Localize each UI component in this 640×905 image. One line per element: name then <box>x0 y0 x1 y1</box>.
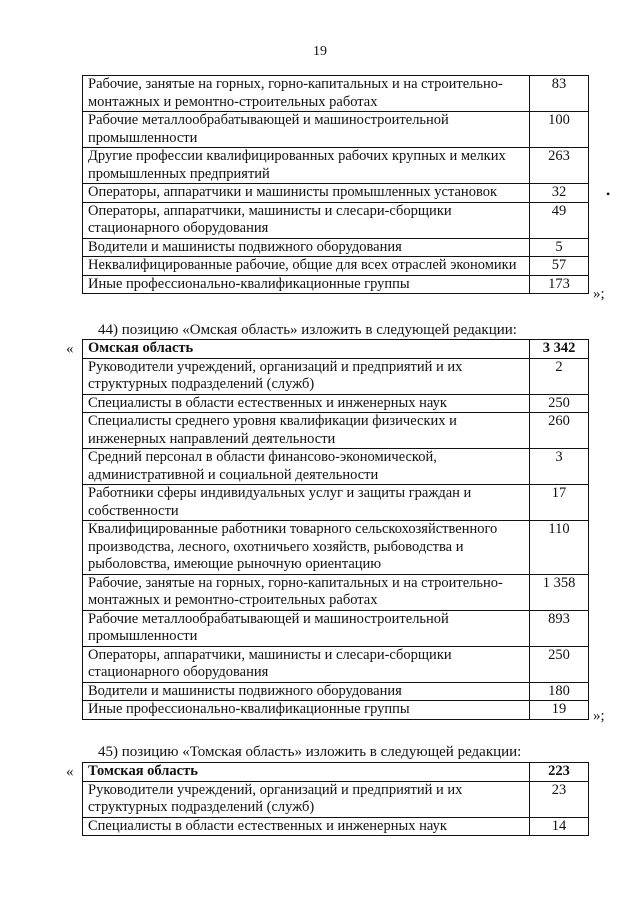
row-value: 893 <box>530 610 589 646</box>
row-label: Рабочие, занятые на горных, горно-капитальных и на строительно-монтажных и ремонтно-строительных работах <box>83 76 530 112</box>
table-row <box>83 781 589 817</box>
row-value: 2 <box>530 358 589 394</box>
row-value: 57 <box>530 257 589 276</box>
table-row <box>83 413 589 449</box>
row-value: 173 <box>530 275 589 294</box>
table-row <box>83 817 589 836</box>
page-number: 19 <box>313 44 327 59</box>
row-label: Иные профессионально-квалификационные группы <box>83 275 530 294</box>
row-label: Неквалифицированные рабочие, общие для всех отраслей экономики <box>83 257 530 276</box>
row-label: Специалисты в области естественных и инженерных наук <box>83 394 530 413</box>
closing-quote-44: »; <box>593 708 605 724</box>
paragraph-44: 44) позицию «Омская область» изложить в следующей редакции: <box>98 322 517 338</box>
row-value: 250 <box>530 646 589 682</box>
row-label: Водители и машинисты подвижного оборудования <box>83 682 530 701</box>
row-value: 19 <box>530 701 589 720</box>
paragraph-45: 45) позицию «Томская область» изложить в следующей редакции: <box>98 744 522 760</box>
table-tomsk <box>82 762 589 836</box>
row-label: Специалисты среднего уровня квалификации физических и инженерных направлений деятельности <box>83 413 530 449</box>
table-row <box>83 275 589 294</box>
table-row <box>83 148 589 184</box>
row-label: Рабочие, занятые на горных, горно-капитальных и на строительно-монтажных и ремонтно-строительных работах <box>83 574 530 610</box>
table-row <box>83 701 589 720</box>
row-label: Специалисты в области естественных и инженерных наук <box>83 817 530 836</box>
row-label: Средний персонал в области финансово-экономической, административной и социальной деятельности <box>83 449 530 485</box>
row-value: 14 <box>530 817 589 836</box>
margin-mark: • <box>606 187 611 201</box>
row-label: Рабочие металлообрабатывающей и машиностроительной промышленности <box>83 610 530 646</box>
row-label: Руководители учреждений, организаций и предприятий и их структурных подразделений (служб) <box>83 781 530 817</box>
row-value: 263 <box>530 148 589 184</box>
row-value: 83 <box>530 76 589 112</box>
table-row <box>83 112 589 148</box>
row-label: Операторы, аппаратчики и машинисты промышленных установок <box>83 184 530 203</box>
opening-quote-45: « <box>66 764 74 780</box>
row-label: Операторы, аппаратчики, машинисты и слесари-сборщики стационарного оборудования <box>83 202 530 238</box>
table-row <box>83 682 589 701</box>
region-total: 3 342 <box>530 340 589 359</box>
row-value: 180 <box>530 682 589 701</box>
table-row <box>83 257 589 276</box>
row-label: Квалифицированные работники товарного сельскохозяйственного производства, лесного, охотничьего хозяйств, рыбоводства и рыболовства, имеющие рыночную ориентацию <box>83 521 530 575</box>
row-label: Рабочие металлообрабатывающей и машиностроительной промышленности <box>83 112 530 148</box>
table-row <box>83 394 589 413</box>
row-label: Операторы, аппаратчики, машинисты и слесари-сборщики стационарного оборудования <box>83 646 530 682</box>
opening-quote-44: « <box>66 341 74 357</box>
table-row <box>83 358 589 394</box>
table-row <box>83 238 589 257</box>
row-label: Другие профессии квалифицированных рабочих крупных и мелких промышленных предприятий <box>83 148 530 184</box>
closing-quote-1: »; <box>593 286 605 302</box>
row-label: Водители и машинисты подвижного оборудования <box>83 238 530 257</box>
table-omsk <box>82 339 589 720</box>
table-row <box>83 485 589 521</box>
row-value: 17 <box>530 485 589 521</box>
row-value: 260 <box>530 413 589 449</box>
table-row <box>83 610 589 646</box>
region-total: 223 <box>530 763 589 782</box>
row-value: 250 <box>530 394 589 413</box>
table-row <box>83 202 589 238</box>
row-value: 110 <box>530 521 589 575</box>
table-continuation <box>82 75 589 294</box>
table-row <box>83 76 589 112</box>
region-name: Омская область <box>83 340 530 359</box>
row-value: 3 <box>530 449 589 485</box>
row-label: Работники сферы индивидуальных услуг и защиты граждан и собственности <box>83 485 530 521</box>
table-row <box>83 449 589 485</box>
row-value: 23 <box>530 781 589 817</box>
row-value: 100 <box>530 112 589 148</box>
row-value: 1 358 <box>530 574 589 610</box>
row-value: 49 <box>530 202 589 238</box>
table-row <box>83 521 589 575</box>
table-row <box>83 646 589 682</box>
table-row <box>83 574 589 610</box>
region-name: Томская область <box>83 763 530 782</box>
row-value: 5 <box>530 238 589 257</box>
row-label: Руководители учреждений, организаций и предприятий и их структурных подразделений (служб) <box>83 358 530 394</box>
row-label: Иные профессионально-квалификационные группы <box>83 701 530 720</box>
row-value: 32 <box>530 184 589 203</box>
table-header-row <box>83 340 589 359</box>
table-row <box>83 184 589 203</box>
table-header-row <box>83 763 589 782</box>
